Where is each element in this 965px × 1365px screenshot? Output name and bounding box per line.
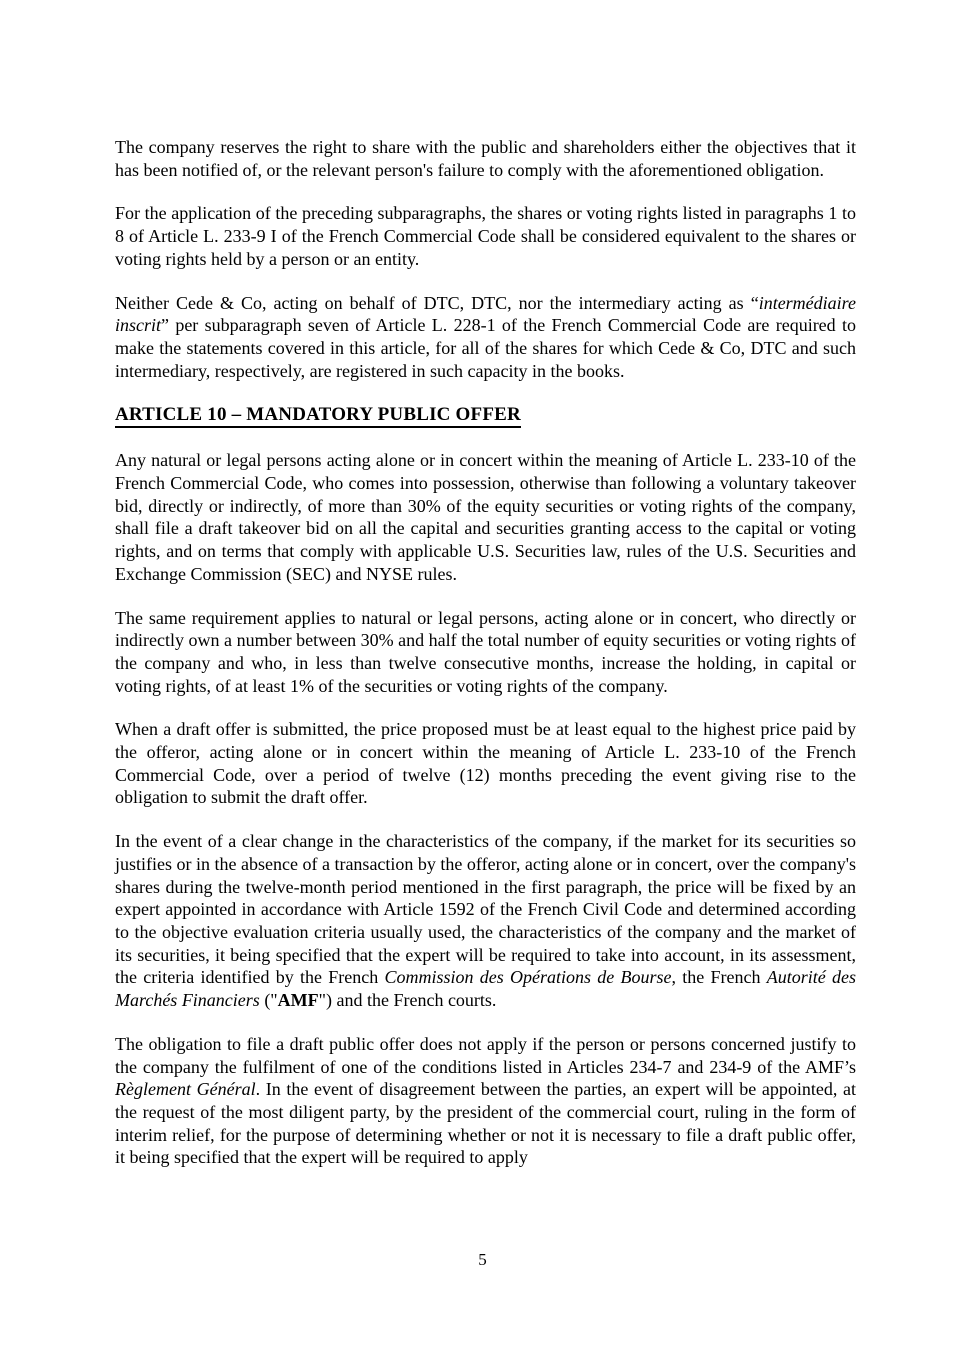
section-heading-article-10-text: ARTICLE 10 – MANDATORY PUBLIC OFFER	[115, 404, 521, 428]
paragraph-obligation-exemption	[115, 1033, 856, 1169]
paragraph-cede-co-dtc	[115, 292, 856, 383]
paragraph-7-bold-amf: AMF	[277, 990, 319, 1011]
section-heading-article-10	[115, 403, 856, 427]
paragraph-7-text-mid: , the French	[671, 967, 767, 988]
paragraph-expert-appointment	[115, 830, 856, 1012]
paragraph-8-text-cont: . In the event of disagreement between the parties, an expert will be appointed, at the request of the most diligent party, by the president of the commercial court, ruling in the form of interim relief, for the purpose of determining whether or not it is necessary to file a draft public offer, it being specified that the expert will be required to apply	[115, 1079, 857, 1168]
paragraph-7-text-mid2: ("	[259, 990, 278, 1011]
paragraph-3-text: Neither Cede & Co, acting on behalf of DTC, DTC, nor the intermediary acting as “	[115, 292, 759, 313]
paragraph-preceding-subparagraphs: For the application of the preceding subparagraphs, the shares or voting rights listed in paragraphs 1 to 8 of Article L. 233-9 I of the French Commercial Code shall be considered equivalent to the shares or voting rights held by a person or an entity.	[115, 203, 856, 269]
document-body	[115, 136, 856, 1190]
paragraph-draft-offer-price: When a draft offer is submitted, the price proposed must be at least equal to the highest price paid by the offeror, acting alone or in concert within the meaning of Article L. 233-10 of the French Commercial Code, over a period of twelve (12) months preceding the event giving rise to the obligation to submit the draft offer.	[115, 719, 856, 808]
paragraph-7-text-end: ") and the French courts.	[318, 990, 497, 1011]
paragraph-8-text: The obligation to file a draft public offer does not apply if the person or persons concerned justify to the company the fulfilment of one of the conditions listed in Articles 234-7 and 234-9 of the AMF’s	[115, 1033, 856, 1077]
paragraph-8-italic-reglement-general: Règlement Général	[115, 1079, 256, 1100]
paragraph-same-requirement: The same requirement applies to natural or legal persons, acting alone or in concert, who directly or indirectly own a number between 30% and half the total number of equity securities or voting rights of the company and who, in less than twelve consecutive months, increase the holding, in capital or voting rights, of at least 1% of the securities or voting rights of the company.	[115, 607, 856, 696]
paragraph-3-italic-intermediaire-inscrit: intermédiaire inscrit	[115, 292, 856, 336]
page-number: 5	[478, 1250, 487, 1269]
paragraph-7-italic-autorite-des-marches: Autorité des Marchés Financiers	[115, 967, 856, 1011]
paragraph-7-italic-commission-des-operations: Commission des Opérations de Bourse	[384, 967, 672, 988]
paragraph-company-reserves: The company reserves the right to share with the public and shareholders either the objectives that it has been notified of, or the relevant person's failure to comply with the aforementioned obligation.	[115, 137, 856, 180]
paragraph-3-text-cont: ” per subparagraph seven of Article L. 228-1 of the French Commercial Code are required to make the statements covered in this article, for all of the shares for which Cede & Co, DTC and such intermediary, respectively, are registered in such capacity in the books.	[115, 315, 856, 381]
paragraph-mandatory-offer-threshold: Any natural or legal persons acting alone or in concert within the meaning of Article L. 233-10 of the French Commercial Code, who comes into possession, otherwise than following a voluntary takeover bid, directly or indirectly, of more than 30% of the equity securities or voting rights of the company, shall file a draft takeover bid on all the capital and securities granting access to the capital or voting rights, and on terms that comply with applicable U.S. Securities law, rules of the U.S. Securities and Exchange Commission (SEC) and NYSE rules.	[115, 450, 856, 584]
paragraph-7-text: In the event of a clear change in the characteristics of the company, if the market for its securities so justifies or in the absence of a transaction by the offeror, acting alone or in concert, over the company's shares during the twelve-month period mentioned in the first paragraph, the price will be fixed by an expert appointed in accordance with Article 1592 of the French Civil Code and determined according to the objective evaluation criteria usually used, the characteristics of the company and the market of its securities, it being specified that the expert will be required to take into account, in its assessment, the criteria identified by the French	[115, 831, 856, 988]
